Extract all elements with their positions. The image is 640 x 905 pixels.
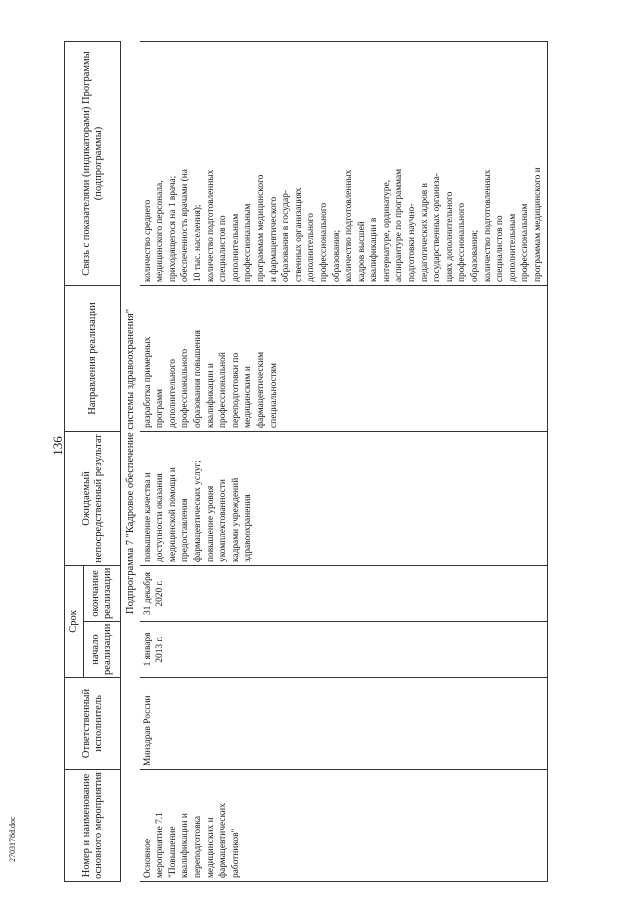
end-date-cell: 31 декабря 2020 г. [140,565,548,621]
header-row [65,41,84,881]
subprogram-title: Подпрограмма 7 "Кадровое обеспечение системы здравоохранения" [125,309,136,614]
header-term: Срок [65,565,84,677]
header-term-start: начало реализации [84,622,121,678]
rotated-table-container [64,42,604,882]
subprogram-row [121,41,140,881]
indicators-cell: количество среднего медицинского персонала, приходящегося на 1 врача; обеспеченность врачами (на 10 тыс. населения); количество подготовленных специалистов по дополнительным профессиональным программам медицинского и фармацевтического образования в государ- ственных организациях дополнительного профессионального образования; количество подготовленных кадров высшей квалификации в интернатуре, ординатуре, аспирантуре по программам подготовки научно- педагогических кадров в государственных организа- циях дополнительного профессионального образования; количество подготовленных специалистов по дополнительным профессиональным программам медицинского и [140,41,548,285]
header-number-name: Номер и наименование основного мероприятия [65,770,121,882]
header-indicators: Связь с показателями (индикаторами) Программы (подпрограммы) [65,41,121,285]
header-executor: Ответственный исполнитель [65,678,121,770]
measure-cell: Основное мероприятие 7.1 "Повышение квалификации и переподготовка медицинских и фармацевтических работников" [140,770,548,882]
measures-table [64,41,548,882]
table-row [140,41,548,881]
document-code: 2703178d.doc [8,816,17,862]
directions-cell: разработка примерных программ дополнительного профессионального образования повышения квалификации и профессиональной переподготовки по медицинским и фармацевтическим специальностям [140,285,548,431]
header-expected-result: Ожидаемый непосредственный результат [65,431,121,565]
header-term-end: окончание реализации [84,565,121,621]
page-number: 136 [50,436,65,456]
expected-result-cell: повышение качества и доступности оказания медицинской помощи и предоставления фармацевтических услуг; повышение уровня укомплектованности кадрами учреждений здравоохранения [140,431,548,565]
executor-cell: Минздрав России [140,678,548,770]
header-directions: Направления реализации [65,285,121,431]
start-date-cell: 1 января 2013 г. [140,622,548,678]
